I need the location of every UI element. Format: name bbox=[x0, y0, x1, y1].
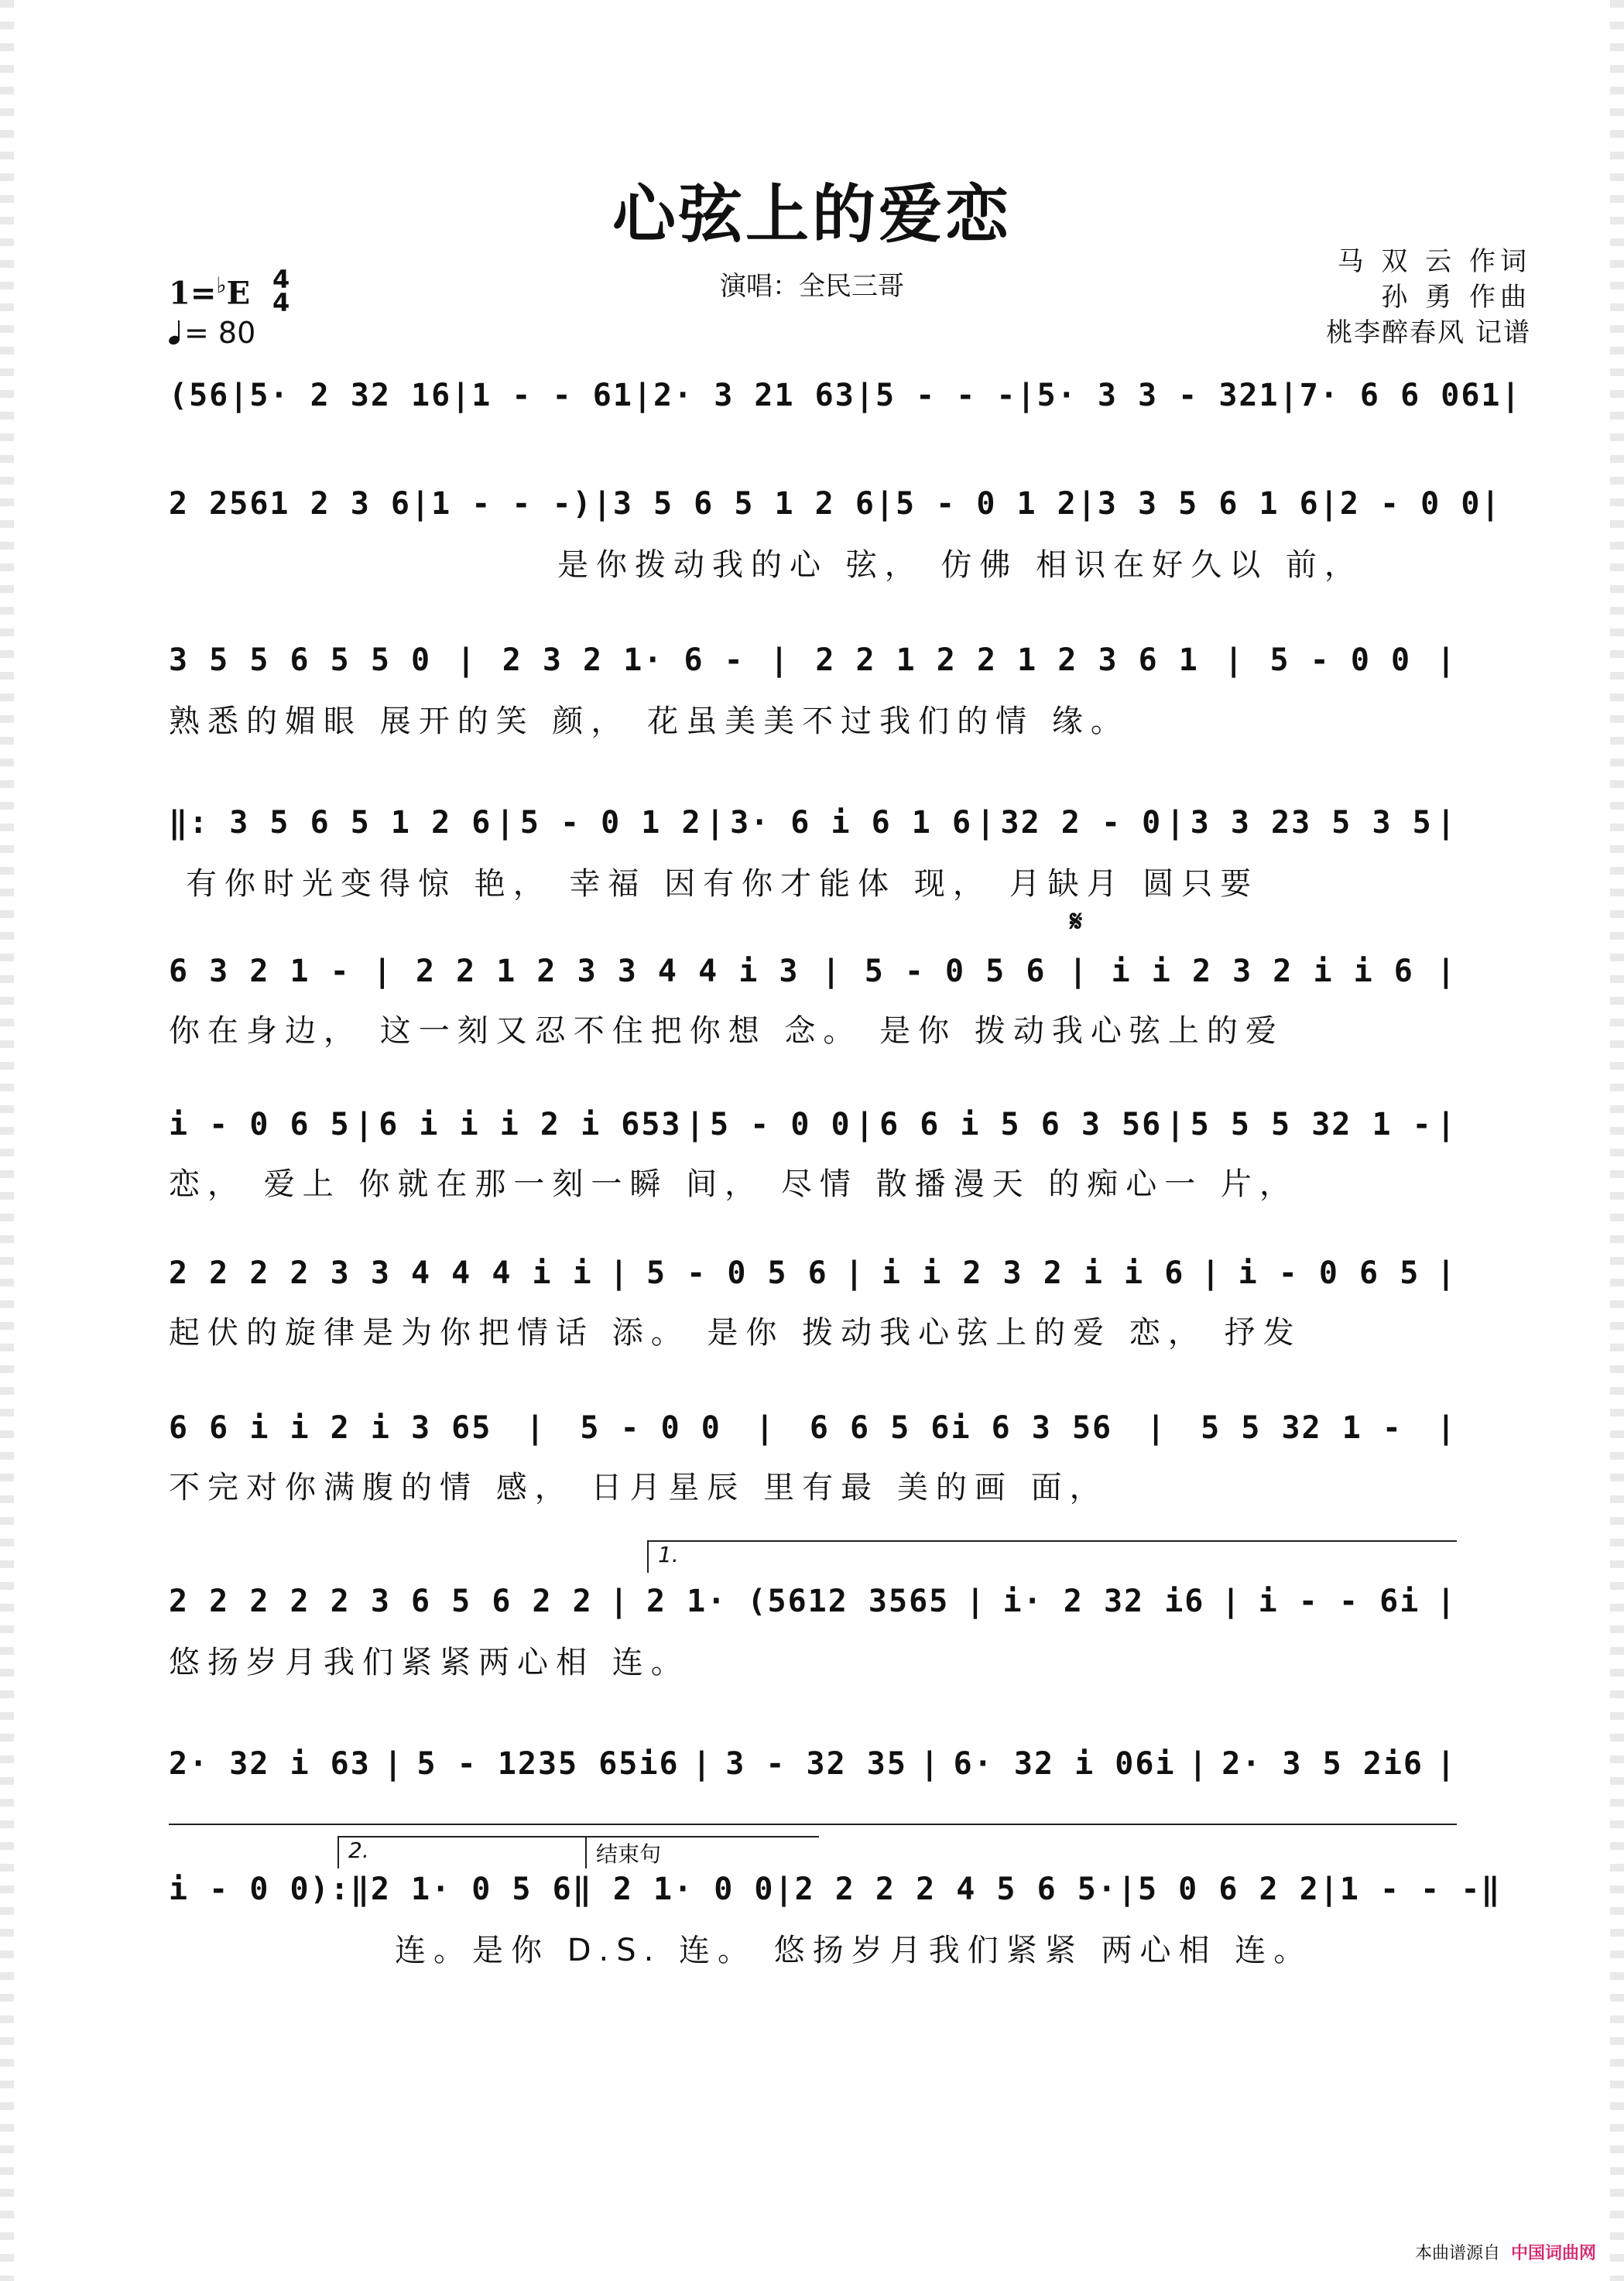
measure: 1 - - -) bbox=[431, 486, 593, 522]
notation-row-10: 2· 32 i 63 | 5 - 1235 65i6 | 3 - 32 35 | 6· 32 i 06i | 2· 3 5 2i6 | bbox=[169, 1746, 1457, 1782]
measure: i - - 6i bbox=[1258, 1584, 1420, 1619]
volta-label: 1. bbox=[658, 1542, 679, 1567]
notation-row-8: 6 6 i i 2 i 3 65 | 5 - 0 0 | 6 6 5 6i 6 3 56 | 5 5 32 1 - | bbox=[169, 1410, 1457, 1446]
measure: 5· 2 32 16 bbox=[249, 378, 452, 413]
notation-row-1: (56 | 5· 2 32 16 | 1 - - 61 | 2· 3 21 63 | 5 - - - | 5· 3 3 - 321 | 7· 6 6 061 | bbox=[169, 378, 1522, 413]
staff-divider bbox=[169, 1824, 1457, 1825]
measure: ‖ 2 1· 0 0 bbox=[572, 1872, 775, 1907]
key-prefix: 1= bbox=[169, 275, 217, 312]
key-note: E bbox=[226, 275, 251, 312]
measure: 2 1· (5612 3565 bbox=[646, 1584, 950, 1619]
lyrics-row-6: 恋， 爱上 你就在那一刻一瞬 间， 尽情 散播漫天 的痴心一 片， bbox=[169, 1166, 1299, 1202]
measure: 5 - 0 5 6 bbox=[864, 954, 1047, 989]
measure: 3 5 6 5 1 2 6 bbox=[612, 486, 875, 522]
source-footer bbox=[1415, 2240, 1596, 2264]
measure: 5 - 1235 65i6 bbox=[416, 1746, 680, 1782]
measure: 2 2 1 2 2 1 2 3 6 1 bbox=[815, 642, 1199, 678]
meter-top: 4 bbox=[272, 265, 290, 294]
measure: 2 2 2 2 2 3 6 5 6 2 2 bbox=[169, 1584, 593, 1619]
measure: 5 0 6 2 2 bbox=[1137, 1872, 1320, 1907]
tempo-marking bbox=[169, 316, 255, 350]
measure: 1 - - 61 bbox=[471, 378, 633, 413]
measure: 5 - 0 1 2 bbox=[519, 805, 702, 841]
measure: 2· 3 21 63 bbox=[653, 378, 855, 413]
singer-line: 演唱：全民三哥 bbox=[720, 271, 904, 302]
flat-sign: ♭ bbox=[216, 272, 227, 298]
song-title: 心弦上的爱恋 bbox=[612, 177, 1012, 252]
measure: 1 - - -‖ bbox=[1339, 1872, 1502, 1907]
notation-row-7: 2 2 2 2 3 3 4 4 4 i i | 5 - 0 5 6 | i i 2 3 2 i i 6 | i - 0 6 5 | bbox=[169, 1255, 1457, 1291]
lyrics-row-11: 连。是你 D.S. 连。 悠扬岁月我们紧紧 两心相 连。 bbox=[395, 1933, 1313, 1968]
measure: 3· 6 i 6 1 6 bbox=[730, 805, 973, 841]
measure: i i 2 3 2 i i 6 bbox=[1111, 954, 1414, 989]
notation-row-9: 2 2 2 2 2 3 6 5 6 2 2 | 2 1· (5612 3565 | i· 2 32 i6 | i - - 6i | bbox=[169, 1584, 1457, 1619]
measure: 5 5 32 1 - bbox=[1201, 1410, 1403, 1446]
measure: 2· 32 i 63 bbox=[169, 1746, 371, 1782]
measure: 3 3 5 6 1 6 bbox=[1097, 486, 1320, 522]
quarter-note-icon bbox=[169, 323, 180, 344]
measure: 2 2 1 2 3 3 4 4 i 3 bbox=[415, 954, 800, 989]
right-watermark-strip bbox=[1610, 0, 1624, 2281]
measure: 6 3 2 1 - bbox=[169, 954, 351, 989]
lyrics-row-4: 有你时光变得惊 艳， 幸福 因有你才能体 现， 月缺月 圆只要 bbox=[186, 866, 1259, 902]
key-signature bbox=[169, 272, 250, 311]
ending-section-bracket bbox=[585, 1836, 819, 1868]
lyrics-row-5: 你在身边， 这一刻又忍不住把你想 念。 是你 拨动我心弦上的爱 bbox=[169, 1013, 1284, 1049]
measure: ‖: 3 5 6 5 1 2 6 bbox=[169, 805, 492, 841]
measure: 5 - 0 0 bbox=[709, 1107, 851, 1142]
measure: 32 2 - 0 bbox=[1000, 805, 1163, 841]
measure: 2 3 2 1· 6 - bbox=[502, 642, 745, 678]
measure: 2 2561 2 3 6 bbox=[169, 486, 411, 522]
measure: 5 - 0 0 bbox=[1269, 642, 1412, 678]
measure: 6 i i i 2 i 653 bbox=[379, 1107, 682, 1142]
footer-brand-link[interactable]: 中国词曲网 bbox=[1510, 2244, 1596, 2263]
composer-credit: 孙 勇 作曲 bbox=[1381, 282, 1531, 313]
first-ending-bracket bbox=[647, 1540, 1457, 1573]
measure: 6· 32 i 06i bbox=[953, 1746, 1176, 1782]
measure: (56 bbox=[169, 378, 230, 413]
second-ending-bracket bbox=[337, 1836, 587, 1868]
measure: 6 6 i i 2 i 3 65 bbox=[169, 1410, 492, 1446]
notation-row-5: 6 3 2 1 - | 2 2 1 2 3 3 4 4 i 3 | 5 - 0 5 6 | i i 2 3 2 i i 6 | bbox=[169, 954, 1457, 989]
measure: 7· 6 6 061 bbox=[1299, 378, 1502, 413]
measure: 2 1· 0 5 6 bbox=[370, 1872, 573, 1907]
lyrics-row-7: 起伏的旋律是为你把情话 添。 是你 拨动我心弦上的爱 恋， 抒发 bbox=[169, 1315, 1302, 1351]
measure: 5 5 5 32 1 - bbox=[1190, 1107, 1433, 1142]
notation-row-2: 2 2561 2 3 6 | 1 - - -) | 3 5 6 5 1 2 6 | 5 - 0 1 2 | 3 3 5 6 1 6 | 2 - 0 0 | bbox=[169, 486, 1502, 522]
left-watermark-strip bbox=[0, 0, 14, 2281]
measure: 2 2 2 2 3 3 4 4 4 i i bbox=[169, 1255, 593, 1291]
footer-text: 本曲谱源自 bbox=[1414, 2244, 1500, 2263]
measure: i· 2 32 i6 bbox=[1002, 1584, 1205, 1619]
lyrics-row-8: 不完对你满腹的情 感， 日月星辰 里有最 美的画 面， bbox=[169, 1470, 1108, 1505]
notation-row-6: i - 0 6 5 | 6 i i i 2 i 653 | 5 - 0 0 | 6 6 i 5 6 3 56 | 5 5 5 32 1 - | bbox=[169, 1107, 1457, 1142]
time-signature bbox=[272, 265, 290, 317]
measure: 5 - 0 1 2 bbox=[896, 486, 1078, 522]
measure: 5· 3 3 - 321 bbox=[1036, 378, 1280, 413]
notation-row-3: 3 5 5 6 5 5 0 | 2 3 2 1· 6 - | 2 2 1 2 2 1 2 3 6 1 | 5 - 0 0 | bbox=[169, 642, 1457, 678]
meter-bottom: 4 bbox=[272, 288, 290, 317]
measure: 3 5 5 6 5 5 0 bbox=[169, 642, 432, 678]
measure: 5 - 0 0 bbox=[580, 1410, 721, 1446]
notation-row-4: ‖: 3 5 6 5 1 2 6 | 5 - 0 1 2 | 3· 6 i 6 1 6 | 32 2 - 0 | 3 3 23 5 3 5 | bbox=[169, 805, 1457, 841]
measure: i - 0 6 5 bbox=[1238, 1255, 1420, 1291]
lyrics-row-2: 是你拨动我的心 弦， 仿佛 相识在好久以 前， bbox=[557, 547, 1363, 583]
ending-label: 结束句 bbox=[596, 1841, 662, 1867]
measure: i - 0 0):‖ bbox=[169, 1872, 371, 1907]
measure: 3 3 23 5 3 5 bbox=[1190, 805, 1433, 841]
measure: i - 0 6 5 bbox=[169, 1107, 351, 1142]
measure: 6 6 5 6i 6 3 56 bbox=[809, 1410, 1113, 1446]
measure: 3 - 32 35 bbox=[725, 1746, 907, 1782]
tempo-value: = 80 bbox=[184, 316, 256, 350]
measure: 5 - - - bbox=[875, 378, 1017, 413]
volta-label: 2. bbox=[348, 1837, 369, 1863]
measure: 2 2 2 2 4 5 6 5· bbox=[794, 1872, 1118, 1907]
lyricist-credit: 马 双 云 作词 bbox=[1337, 246, 1531, 277]
measure: 2 - 0 0 bbox=[1339, 486, 1482, 522]
segno-icon: 𝄋 bbox=[1070, 904, 1083, 938]
lyrics-row-3: 熟悉的媚眼 展开的笑 颜， 花虽美美不过我们的情 缘。 bbox=[169, 704, 1129, 739]
transcriber-credit: 桃李醉春风 记谱 bbox=[1326, 317, 1531, 348]
measure: 5 - 0 5 6 bbox=[646, 1255, 828, 1291]
lyrics-row-9: 悠扬岁月我们紧紧两心相 连。 bbox=[169, 1645, 690, 1680]
measure: 6 6 i 5 6 3 56 bbox=[879, 1107, 1163, 1142]
notation-row-11: i - 0 0):‖ 2 1· 0 5 6 ‖ 2 1· 0 0 | 2 2 2 2 4 5 6 5· | 5 0 6 2 2 | 1 - - -‖ bbox=[169, 1872, 1502, 1907]
measure: 2· 3 5 2i6 bbox=[1221, 1746, 1424, 1782]
measure: i i 2 3 2 i i 6 bbox=[882, 1255, 1185, 1291]
